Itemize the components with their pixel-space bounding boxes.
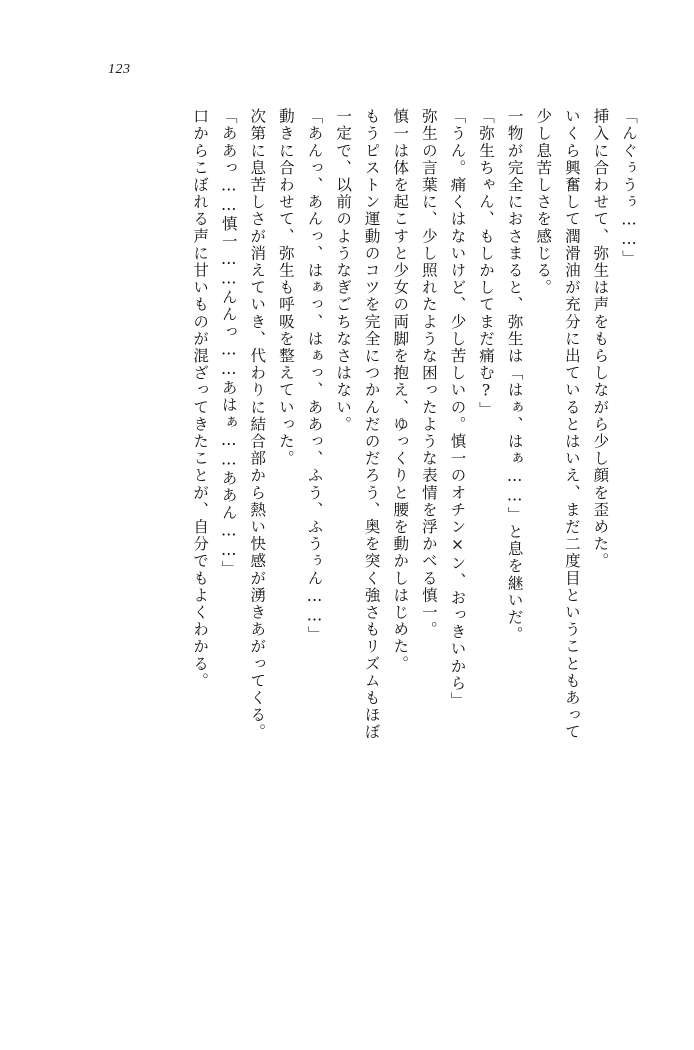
text-line: 一定で、以前のようなぎごちなさはない。 xyxy=(334,108,353,433)
text-line: 動きに合わせて、弥生も呼吸を整えていった。 xyxy=(276,108,295,468)
text-line: 少し息苦しさを感じる。 xyxy=(534,108,553,297)
text-line: 慎一は体を起こすと少女の両脚を抱え、ゆっくりと腰を動かしはじめた。 xyxy=(391,108,410,673)
text-line: 口からこぼれる声に甘いものが混ざってきたことが、自分でもよくわかる。 xyxy=(191,108,210,690)
text-line: 「んぐぅうぅ……」 xyxy=(620,108,638,267)
vertical-text-block xyxy=(76,108,636,898)
text-line: 「あんっ、あんっ、はぁっ、はぁっ、ああっ、ふう、ふうぅん……」 xyxy=(305,108,324,644)
text-line: 次第に息苦しさが消えていき、代わりに結合部から熱い快感が湧きあがってくる。 xyxy=(248,108,267,741)
text-line: 「弥生ちゃん、もしかしてまだ痛む?」 xyxy=(477,108,496,419)
text-line: いくら興奮して潤滑油が充分に出ているとはいえ、まだ二度目ということもあって xyxy=(562,108,581,741)
text-line: 「うん。痛くはないけど、少し苦しいの。慎一のオチン×ン、おっきいから」 xyxy=(448,108,467,709)
text-line: 一物が完全におさまると、弥生は「はぁ、はぁ……」と息を継いだ。 xyxy=(505,108,524,644)
text-line: 「ああっ……慎一……んんっ……あはぁ……ああん……」 xyxy=(219,108,238,578)
text-line: もうピストン運動のコツを完全につかんだのだろう、奥を突く強さもリズムもほぼ xyxy=(362,108,381,741)
text-line: 弥生の言葉に、少し照れたような困ったような表情を浮かべる慎一。 xyxy=(419,108,438,639)
page-number: 123 xyxy=(108,62,131,77)
text-line: 挿入に合わせて、弥生は声をもらしながら少し顔を歪めた。 xyxy=(591,108,610,570)
